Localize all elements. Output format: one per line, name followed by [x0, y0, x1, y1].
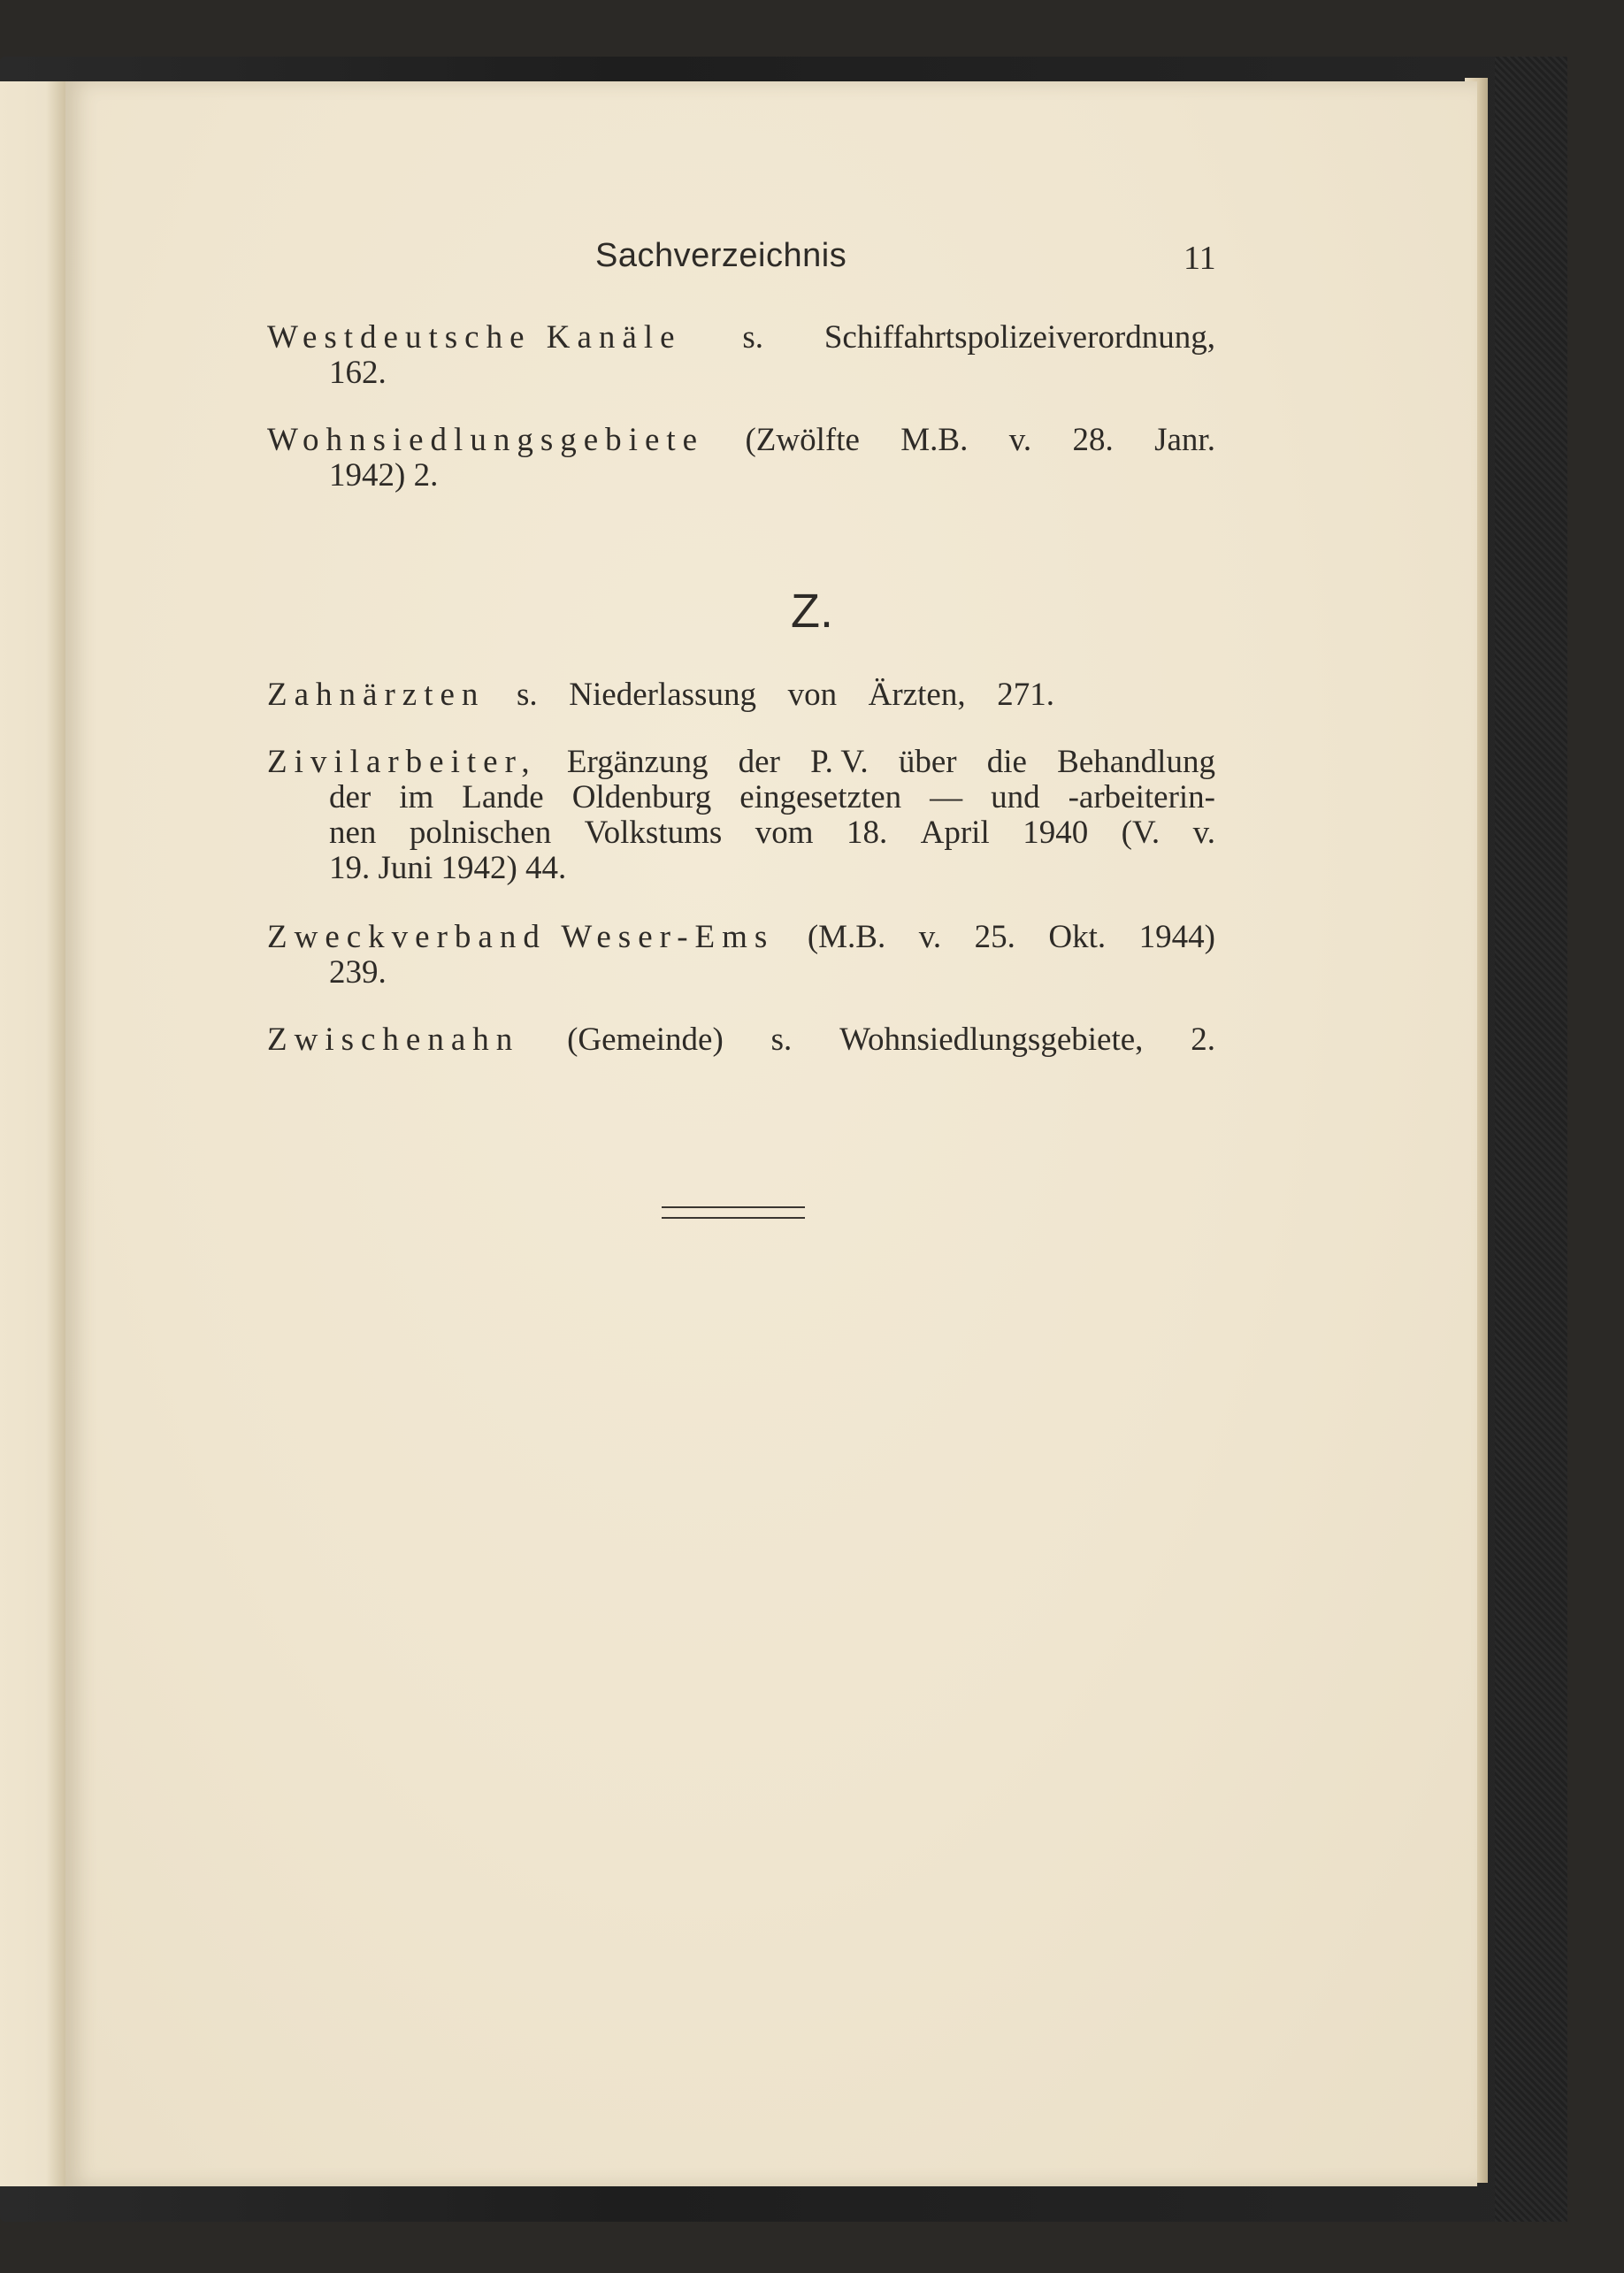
entry-keyword: Westdeutsche Kanäle: [267, 319, 682, 356]
entry-word: 162.: [329, 355, 387, 391]
entry-word: Schiffahrtspolizeiverordnung,: [823, 319, 1215, 356]
index-entry-westdeutsche-kanaele: [267, 320, 1215, 391]
end-double-rule: [662, 1206, 805, 1219]
entry-space: [370, 851, 378, 886]
entry-word: s.: [770, 1022, 793, 1058]
entry-word: (M.B.: [807, 919, 886, 955]
entry-word: 1942): [329, 457, 406, 494]
entry-word: M.B.: [900, 422, 969, 458]
entry-word: 271.: [997, 677, 1054, 713]
entry-space: [433, 851, 440, 886]
cover-edge: [1495, 57, 1567, 2222]
entry-word: vom: [755, 815, 814, 851]
entry-keyword: Wohnsiedlungsgebiete: [267, 422, 705, 458]
entry-word: 44.: [525, 850, 567, 886]
entry-word: Behandlung: [1057, 744, 1215, 780]
entry-line: [267, 851, 1215, 886]
entry-line: [267, 356, 1215, 391]
entry-word: 18.: [846, 815, 888, 851]
entry-line: [267, 320, 1215, 356]
entry-word: die: [986, 744, 1027, 780]
entry-word: (V.: [1121, 815, 1161, 851]
entry-word: 1942): [440, 850, 517, 886]
entry-word: 1940: [1023, 815, 1089, 851]
entry-word: 25.: [974, 919, 1015, 955]
entry-keyword: Zahnärzten: [267, 677, 486, 713]
entry-line: [267, 1022, 1215, 1058]
entry-word: 19.: [329, 850, 371, 886]
entry-word: Ergänzung: [566, 744, 709, 780]
entry-word: —: [930, 779, 963, 815]
entry-word: Wohnsiedlungsgebiete,: [839, 1022, 1144, 1058]
entry-word: 1944): [1138, 919, 1215, 955]
entry-word: Juni: [378, 850, 433, 886]
entry-word: -arbeiterin-: [1068, 779, 1215, 815]
index-entry-zivilarbeiter: [267, 745, 1215, 886]
entry-word: eingesetzten: [739, 779, 902, 815]
entry-word: P. V.: [810, 744, 869, 780]
entry-word: 2.: [413, 457, 439, 494]
entry-word: Okt.: [1048, 919, 1107, 955]
entry-word: der: [738, 744, 780, 780]
page-number: 11: [1184, 240, 1216, 277]
entry-word: v.: [918, 919, 942, 955]
entry-line: [267, 458, 1215, 494]
running-head: [0, 0, 1624, 277]
left-page-margin: [0, 81, 65, 2186]
entry-word: nen: [329, 815, 377, 851]
entry-line: [267, 745, 1215, 780]
entry-keyword: Zivilarbeiter,: [267, 744, 537, 780]
entry-line: [267, 920, 1215, 955]
entry-space: [517, 851, 525, 886]
index-entry-zweckverband-weser-ems: [267, 920, 1215, 991]
entry-keyword: Zwischenahn: [267, 1022, 520, 1058]
entry-word: Volkstums: [584, 815, 723, 851]
entry-line: [267, 955, 1215, 991]
entry-word: 2.: [1191, 1022, 1215, 1058]
entry-word: Niederlassung: [569, 677, 756, 713]
running-head-title: Sachverzeichnis: [595, 237, 847, 274]
entry-word: April: [920, 815, 990, 851]
entry-word: und: [991, 779, 1040, 815]
entry-line: [267, 780, 1215, 815]
entry-word: Janr.: [1154, 422, 1215, 458]
entry-word: von: [787, 677, 838, 713]
entry-word: polnischen: [409, 815, 552, 851]
entry-word: s.: [742, 319, 763, 356]
entry-word: v.: [1192, 815, 1215, 851]
entry-word: (Zwölfte: [745, 422, 860, 458]
entry-word: (Gemeinde): [567, 1022, 724, 1058]
book-page: [65, 81, 1477, 2186]
entry-keyword: Zweckverband Weser-Ems: [267, 919, 775, 955]
entry-line: [267, 677, 1054, 713]
entry-word: der: [329, 779, 372, 815]
entry-word: im: [399, 779, 434, 815]
entry-line: [267, 423, 1215, 458]
entry-word: v.: [1008, 422, 1032, 458]
entry-word: über: [898, 744, 957, 780]
entry-word: 28.: [1072, 422, 1114, 458]
entry-word: Lande: [462, 779, 544, 815]
index-entry-wohnsiedlungsgebiete: [267, 423, 1215, 494]
entry-word: s.: [517, 677, 538, 713]
entry-word: [405, 458, 413, 494]
entry-word: Oldenburg: [571, 779, 712, 815]
entry-word: 239.: [329, 954, 387, 991]
index-entry-zahnaerzten: [267, 677, 1054, 713]
entry-line: [267, 815, 1215, 851]
section-letter-heading: Z.: [791, 585, 833, 638]
index-entry-zwischenahn: [267, 1022, 1215, 1058]
entry-word: Ärzten,: [868, 677, 966, 713]
